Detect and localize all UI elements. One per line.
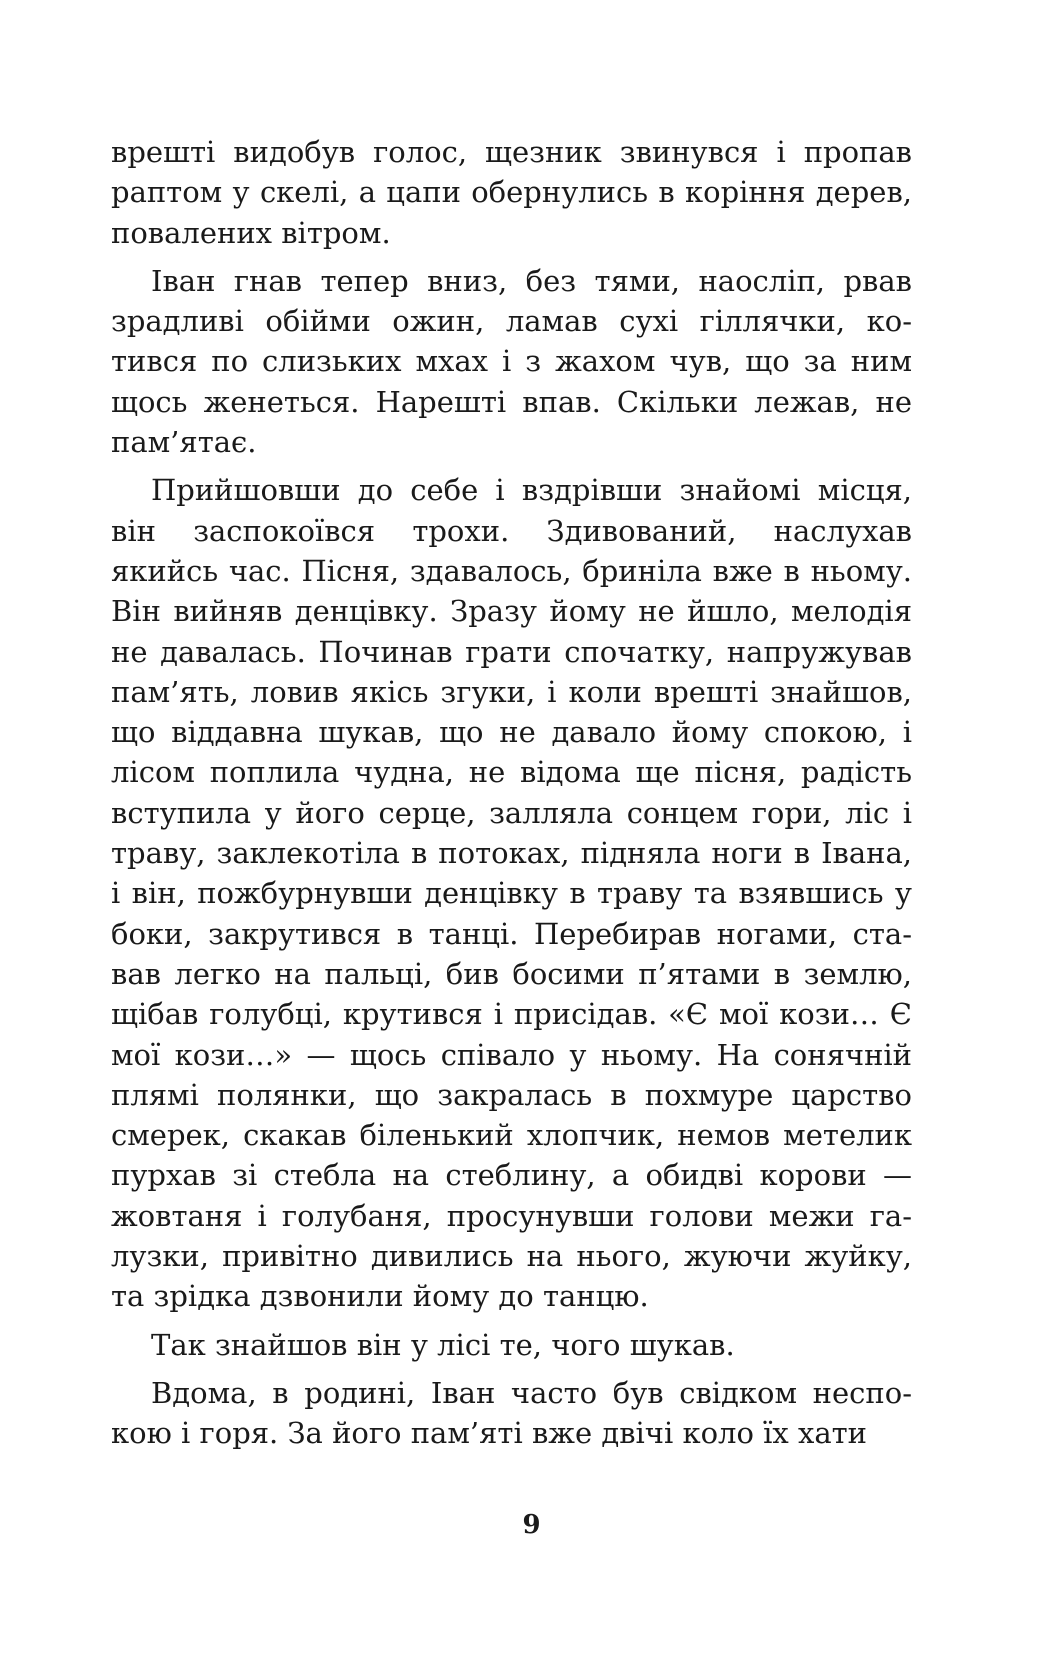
paragraph-3: Прийшовши до себе і вздрівши знайомі місця, він заспокоївся трохи. Здивований, наслухав якийсь час. Пісня, здавалось, бриніла вже в ньому. Він вийняв денцівку. Зразу йому не йшло, мелодія не давалась. Починав грати спочатку, напружував пам’ять, ловив якісь згуки, і коли врешті знайшов, що віддавна шукав, що не давало йому спокою, і лісом поплила чудна, не відома ще пісня, радість вступила у його серце, залляла сонцем гори, ліс і траву, заклекотіла в потоках, підняла ноги в Івана, і він, пожбурнувши денцівку в траву та взявшись у боки, закрутився в танці. Перебирав ногами, ставав легко на пальці, бив босими п’ятами в землю, щібав голубці, крутився і присідав. «Є мої кози… Є мої кози…» — щось співало у ньому. На сонячній плямі полянки, що закралась в похмуре царство смерек, скакав біленький хлопчик, немов метелик пурхав зі стебла на стеблину, а обидві корови — жовтаня і голубаня, просунувши голови межи галузки, привітно дивились на нього, жуючи жуйку, та зрідка дзвонили йому до танцю. bbox=[111, 473, 912, 1314]
body-text bbox=[111, 132, 912, 1462]
page-number: 9 bbox=[522, 1510, 541, 1540]
paragraph-4: Так знайшов він у лісі те, чого шукав. bbox=[151, 1327, 735, 1362]
paragraph-1: врешті видобув голос, щезник звинувся і пропав раптом у скелі, а цапи обернулись в коріння дерев, повалених вітром. bbox=[111, 135, 912, 250]
paragraph-5: Вдома, в родині, Іван часто був свідком неспокою і горя. За його пам’яті вже двічі коло їх хати bbox=[111, 1375, 912, 1451]
paragraph-2: Іван гнав тепер вниз, без тями, наосліп, рвав зрадливі обійми ожин, ламав сухі гіллячки, котився по слизьких мхах і з жахом чув, що за ним щось женеться. Нарешті впав. Скільки лежав, не пам’ятає. bbox=[111, 263, 912, 460]
